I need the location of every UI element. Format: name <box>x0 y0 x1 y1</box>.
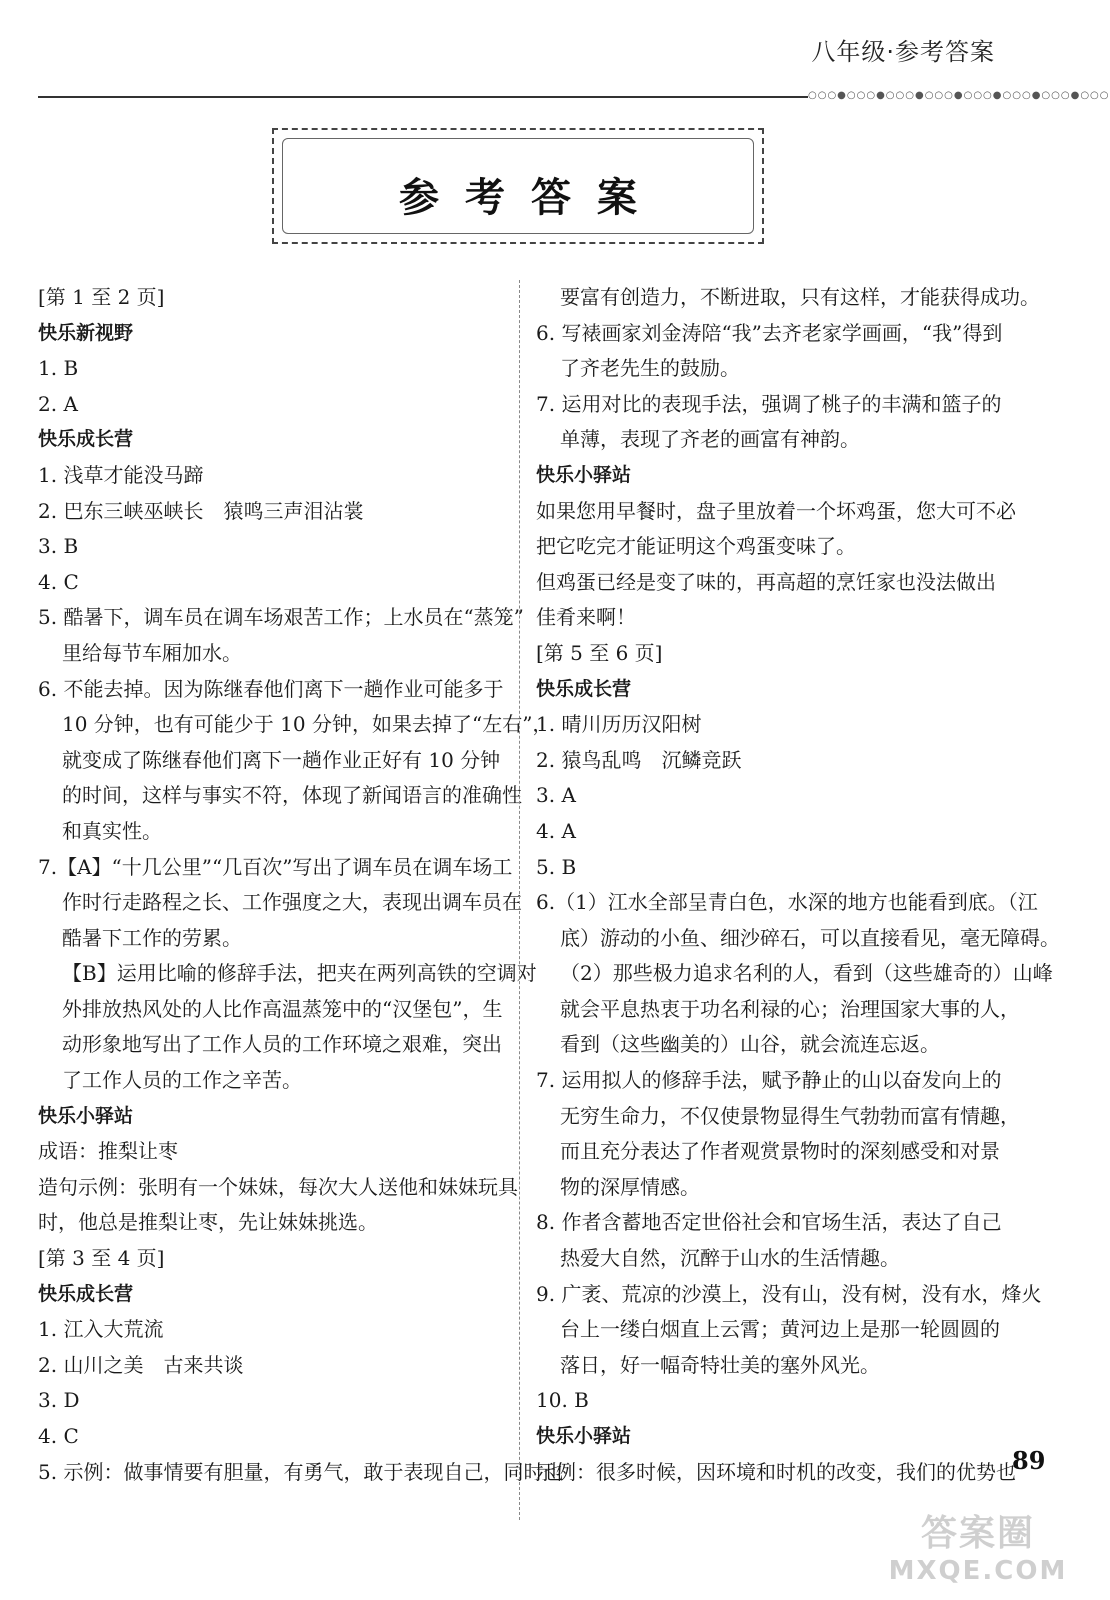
answer-continuation: 台上一缕白烟直上云霄；黄河边上是那一轮圆圆的 <box>560 1317 1000 1342</box>
answer-line: 2. 山川之美 古来共谈 <box>38 1352 244 1377</box>
answer-line: 2. 巴东三峡巫峡长 猿鸣三声泪沾裳 <box>38 498 364 523</box>
answer-continuation: 单薄，表现了齐老的画富有神韵。 <box>560 427 860 452</box>
section-heading: 快乐小驿站 <box>38 1104 134 1127</box>
answer-line: 6. 不能去掉。因为陈继春他们离下一趟作业可能多于 <box>38 676 504 701</box>
answer-continuation: 和真实性。 <box>62 818 162 843</box>
answer-line: 7.【A】“十几公里”“几百次”写出了调车员在调车场工 <box>38 854 513 879</box>
page-range-label: [第 3 至 4 页] <box>38 1246 165 1271</box>
answer-continuation: 酷暑下工作的劳累。 <box>62 925 242 950</box>
answer-line: 1. B <box>38 356 79 381</box>
column-divider <box>519 280 522 1520</box>
answer-continuation: 热爱大自然，沉醉于山水的生活情趣。 <box>560 1246 900 1271</box>
section-heading: 快乐成长营 <box>38 428 134 451</box>
answer-line: 3. A <box>536 783 576 808</box>
answer-line: 示例：很多时候，因环境和时机的改变，我们的优势也 <box>536 1459 1016 1484</box>
answer-continuation: 要富有创造力，不断进取，只有这样，才能获得成功。 <box>560 285 1040 309</box>
section-heading: 快乐新视野 <box>38 321 134 344</box>
answer-continuation: 就变成了陈继春他们离下一趟作业正好有 10 分钟 <box>62 747 501 772</box>
answer-line: 1. 浅草才能没马蹄 <box>38 462 204 487</box>
answer-line: 6.（1）江水全部呈青白色，水深的地方也能看到底。（江 <box>536 890 1038 915</box>
answer-continuation: 无穷生命力，不仅使景物显得生气勃勃而富有情趣， <box>560 1103 1020 1128</box>
answer-continuation: （2）那些极力追求名利的人，看到（这些雄奇的）山峰 <box>560 961 1053 986</box>
header-dot-ornament: ○○○●○○○●○○○●○○○●○○○●○○○●○○○●○○○ <box>808 90 1110 101</box>
answer-continuation: 的时间，这样与事实不符，体现了新闻语言的准确性 <box>62 783 522 808</box>
answer-line: 5. 酷暑下，调车员在调车场艰苦工作；上水员在“蒸笼” <box>38 605 524 630</box>
answer-line: 如果您用早餐时，盘子里放着一个坏鸡蛋，您大可不必 <box>536 498 1016 523</box>
answer-line: 8. 作者含蓄地否定世俗社会和官场生活，表达了自己 <box>536 1210 1002 1235</box>
answer-line: 1. 江入大荒流 <box>38 1317 164 1342</box>
answer-continuation: 物的深厚情感。 <box>560 1174 700 1199</box>
answer-continuation: 落日，好一幅奇特壮美的塞外风光。 <box>560 1352 880 1377</box>
answer-line: 3. D <box>38 1388 80 1413</box>
answer-line: 但鸡蛋已经是变了味的，再高超的烹饪家也没法做出 <box>536 569 996 594</box>
section-heading: 快乐小驿站 <box>536 463 632 486</box>
answer-line: 把它吃完才能证明这个鸡蛋变味了。 <box>536 534 856 559</box>
page-range-label: [第 5 至 6 页] <box>536 640 663 665</box>
section-heading: 快乐小驿站 <box>536 1425 632 1447</box>
answer-line: 7. 运用拟人的修辞手法，赋予静止的山以奋发向上的 <box>536 1068 1002 1093</box>
answer-line: 4. A <box>536 818 576 843</box>
answer-line: 佳肴来啊！ <box>536 605 636 630</box>
answer-continuation: 里给每节车厢加水。 <box>62 640 242 665</box>
header-rule <box>38 96 808 98</box>
answer-line: 3. B <box>38 534 79 559</box>
answer-continuation: 了工作人员的工作之辛苦。 <box>62 1068 302 1093</box>
section-heading: 快乐成长营 <box>38 1282 134 1305</box>
watermark-url: MXQE.COM <box>888 1556 1068 1586</box>
watermark-logo <box>883 1512 1073 1592</box>
page-number: 89 <box>1012 1446 1046 1475</box>
answer-line: 7. 运用对比的表现手法，强调了桃子的丰满和篮子的 <box>536 391 1002 416</box>
page-range-label: [第 1 至 2 页] <box>38 285 165 309</box>
answer-line: 10. B <box>536 1388 589 1413</box>
answer-line: 2. 猿鸟乱鸣 沉鳞竞跃 <box>536 747 742 772</box>
title-frame <box>272 128 764 244</box>
answer-continuation: 动形象地写出了工作人员的工作环境之艰难，突出 <box>62 1032 502 1057</box>
answer-line: 造句示例：张明有一个妹妹，每次大人送他和妹妹玩具 <box>38 1174 518 1199</box>
section-heading: 快乐成长营 <box>536 677 632 700</box>
answer-continuation: 看到（这些幽美的）山谷，就会流连忘返。 <box>560 1032 940 1057</box>
answer-continuation: 了齐老先生的鼓励。 <box>560 356 740 381</box>
answer-line: 9. 广袤、荒凉的沙漠上，没有山，没有树，没有水，烽火 <box>536 1281 1042 1306</box>
answer-line: 4. C <box>38 1424 79 1448</box>
answer-line: 4. C <box>38 569 79 594</box>
page-title: 参考答案 <box>399 174 663 221</box>
answer-continuation: 而且充分表达了作者观赏景物时的深刻感受和对景 <box>560 1139 1000 1164</box>
answer-line: 1. 晴川历历汉阳树 <box>536 712 702 737</box>
answer-line: 时，他总是推梨让枣，先让妹妹挑选。 <box>38 1210 378 1235</box>
answer-continuation: 10 分钟，也有可能少于 10 分钟，如果去掉了“左右”， <box>62 712 553 737</box>
answer-continuation: 【B】运用比喻的修辞手法，把夹在两列高铁的空调对 <box>62 961 537 986</box>
answer-continuation: 外排放热风处的人比作高温蒸笼中的“汉堡包”，生 <box>62 996 503 1021</box>
answer-line: 5. 示例：做事情要有胆量，有勇气，敢于表现自己，同时也 <box>38 1459 564 1484</box>
answer-line: 成语：推梨让枣 <box>38 1139 178 1164</box>
answer-continuation: 作时行走路程之长、工作强度之大，表现出调车员在 <box>62 890 522 915</box>
running-header-title: 八年级·参考答案 <box>811 38 995 66</box>
answer-line: 5. B <box>536 854 577 879</box>
answer-line: 6. 写裱画家刘金涛陪“我”去齐老家学画画，“我”得到 <box>536 320 1003 345</box>
answer-continuation: 底）游动的小鱼、细沙碎石，可以直接看见，毫无障碍。 <box>560 925 1060 950</box>
answer-continuation: 就会平息热衷于功名利禄的心；治理国家大事的人， <box>560 996 1020 1021</box>
answer-line: 2. A <box>38 391 78 416</box>
watermark-text: 答案圈 <box>920 1513 1035 1554</box>
